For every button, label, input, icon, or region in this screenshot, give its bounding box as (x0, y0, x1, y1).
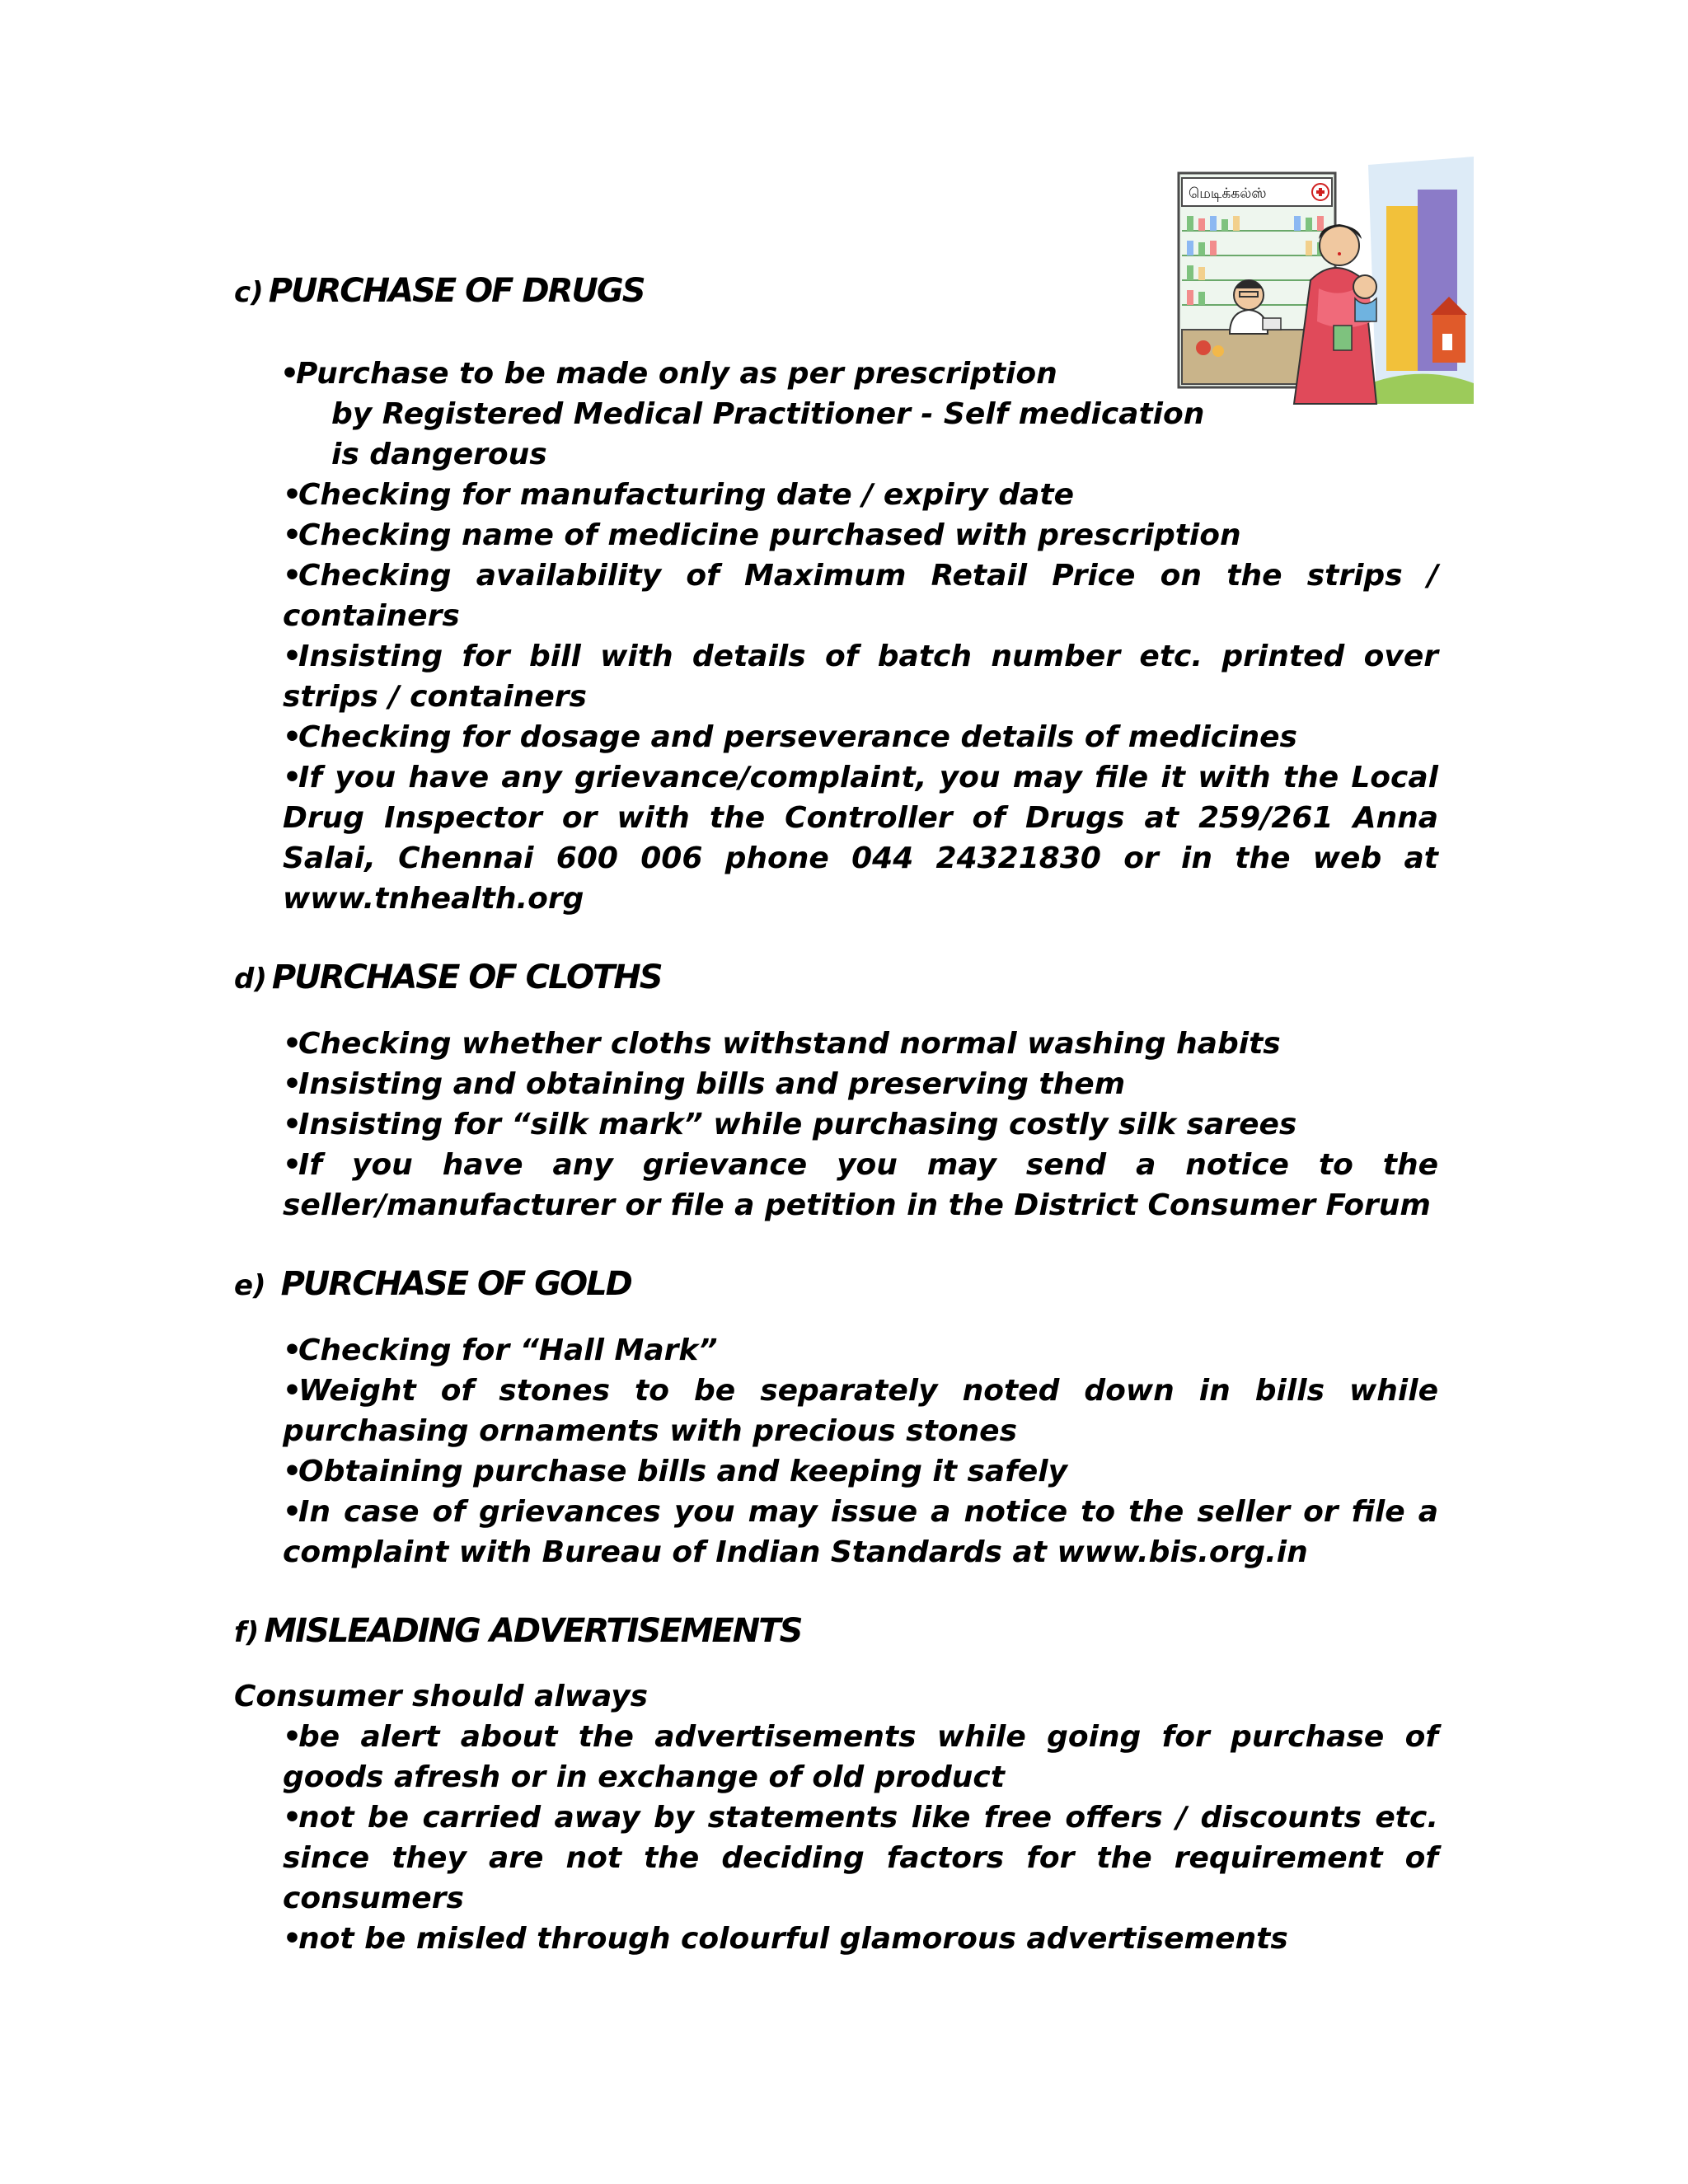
shop-sign-text: மெடிக்கல்ஸ் (1189, 185, 1267, 202)
list-item-text: If you have any grievance/complaint, you may file it with the Local Drug Inspector or with the Controller of Drugs at 259/261 Anna Salai, Chennai 600 006 phone 044 24321830 or in the web at www.tnhealth.org (283, 761, 1438, 916)
list-item (283, 757, 1438, 919)
bullet-icon: • (283, 1495, 302, 1529)
section-c-letter: c) (234, 276, 264, 309)
list-item (283, 1064, 1438, 1104)
list-item-text: Checking name of medicine purchased with prescription (298, 518, 1241, 552)
section-e-title: PURCHASE OF GOLD (280, 1265, 631, 1303)
list-item (283, 1919, 1438, 1959)
bullet-icon: • (283, 1108, 302, 1141)
bullet-icon: • (283, 1455, 302, 1488)
list-item (283, 1451, 1438, 1492)
drugs-list (283, 475, 1438, 919)
section-c-heading (234, 272, 645, 310)
section-f-title: MISLEADING ADVERTISEMENTS (264, 1612, 802, 1650)
list-item-text: Insisting for “silk mark” while purchasing costly silk sarees (298, 1108, 1297, 1141)
list-item-text: Purchase to be made only as per prescription (296, 357, 1057, 391)
drugs-first-item (280, 354, 1204, 475)
list-item-text: by Registered Medical Practitioner - Self medication (331, 397, 1205, 431)
list-item (283, 1371, 1438, 1451)
list-item-text: Checking for manufacturing date / expiry date (298, 478, 1075, 512)
bullet-icon: • (283, 478, 302, 512)
section-e-letter: e) (234, 1269, 266, 1302)
advertisements-intro: Consumer should always (234, 1680, 649, 1713)
section-e-heading (234, 1265, 631, 1303)
pharmacy-shop-illustration (1170, 157, 1474, 412)
bullet-icon: • (283, 640, 302, 673)
bullet-icon: • (283, 1067, 302, 1101)
list-item (283, 717, 1438, 757)
gold-list (283, 1330, 1438, 1572)
bullet-icon: • (283, 720, 302, 754)
list-item-text: Checking for “Hall Mark” (298, 1333, 718, 1367)
cloths-list (283, 1024, 1438, 1226)
section-f-letter: f) (234, 1616, 260, 1649)
list-item (283, 636, 1438, 717)
list-item-text: not be misled through colourful glamorous advertisements (298, 1922, 1288, 1956)
list-item (283, 1330, 1438, 1371)
list-item (283, 1024, 1438, 1064)
list-item-text: be alert about the advertisements while going for purchase of goods afresh or in exchange of old product (283, 1720, 1438, 1794)
list-item (283, 1104, 1438, 1145)
section-c-title: PURCHASE OF DRUGS (268, 272, 645, 310)
advertisements-list (283, 1717, 1438, 1959)
bullet-icon: • (283, 1801, 302, 1835)
list-item-text: Insisting for bill with details of batch number etc. printed over strips / containers (283, 640, 1438, 714)
list-item (283, 1797, 1438, 1919)
bullet-icon: • (283, 1720, 302, 1754)
list-item (283, 1492, 1438, 1572)
section-d-letter: d) (234, 963, 267, 996)
list-item (283, 475, 1438, 515)
section-d-heading (234, 958, 662, 996)
list-item-text: is dangerous (331, 438, 547, 471)
list-item-text: Insisting and obtaining bills and preserving them (298, 1067, 1126, 1101)
bullet-icon: • (283, 761, 302, 794)
list-item (283, 1145, 1438, 1226)
list-item-text: not be carried away by statements like free offers / discounts etc. since they are not the deciding factors for the requirement of consumers (283, 1801, 1438, 1915)
list-item-text: If you have any grievance you may send a notice to the seller/manufacturer or file a petition in the District Consumer Forum (283, 1148, 1438, 1222)
list-item (283, 555, 1438, 636)
bullet-icon: • (283, 1333, 302, 1367)
bullet-icon: • (283, 1922, 302, 1956)
bullet-icon: • (283, 1148, 302, 1182)
list-item-text: Checking for dosage and perseverance details of medicines (298, 720, 1297, 754)
bullet-icon: • (283, 518, 302, 552)
list-item-text: Checking availability of Maximum Retail Price on the strips / containers (283, 559, 1438, 633)
list-item-text: Weight of stones to be separately noted down in bills while purchasing ornaments with precious stones (283, 1374, 1438, 1448)
list-item-text: Checking whether cloths withstand normal washing habits (298, 1027, 1281, 1061)
list-item-text: In case of grievances you may issue a notice to the seller or file a complaint with Bureau of Indian Standards at www.bis.org.in (283, 1495, 1438, 1569)
bullet-icon: • (280, 357, 300, 391)
list-item (283, 1717, 1438, 1797)
section-d-title: PURCHASE OF CLOTHS (271, 958, 662, 996)
list-item (283, 515, 1438, 555)
section-f-heading (234, 1612, 801, 1650)
list-item-text: Obtaining purchase bills and keeping it safely (298, 1455, 1068, 1488)
bullet-icon: • (283, 559, 302, 593)
bullet-icon: • (283, 1027, 302, 1061)
bullet-icon: • (283, 1374, 302, 1408)
